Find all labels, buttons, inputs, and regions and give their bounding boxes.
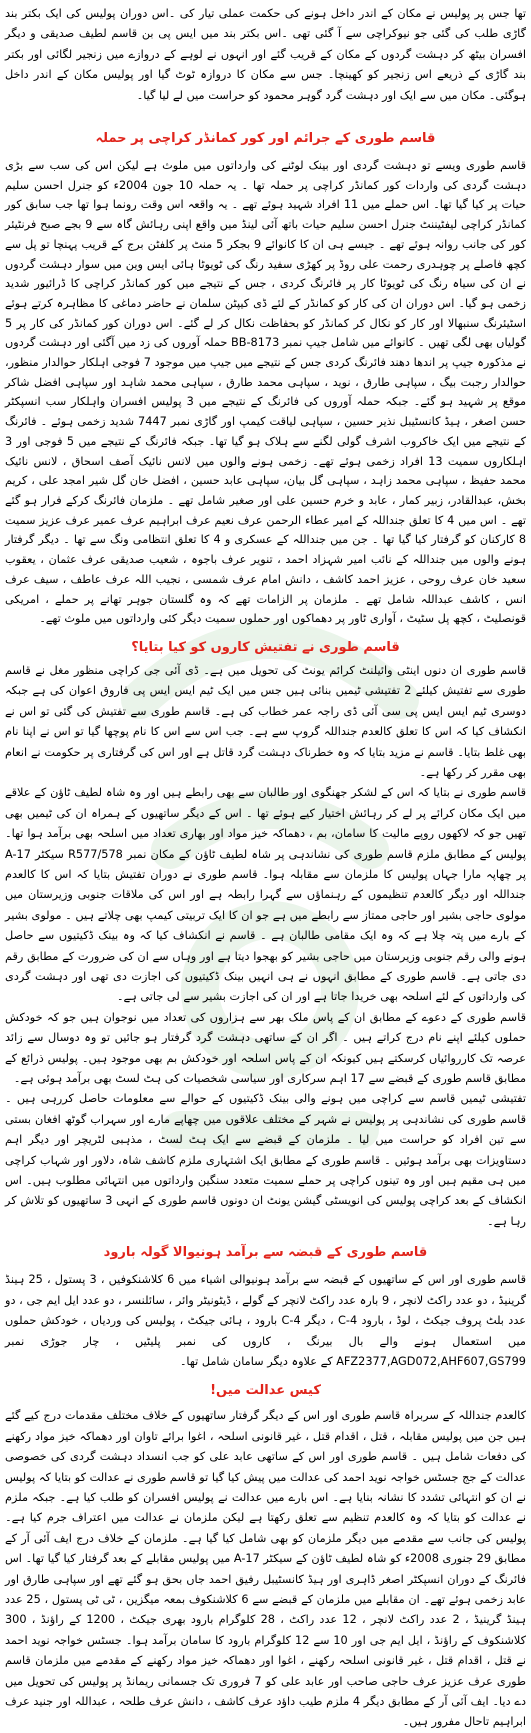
section-paragraph: کالعدم جنداللہ کے سربراہ قاسم طوری اور اس کے دیگر گرفتار ساتھیوں کے خلاف مختلف مقدمات درج کیے گئے ہیں جن میں پولیس مقابلہ ، قتل ، اقدام قتل ، غیر قانونی اسلحہ ، اغوا برائے تاوان اور دھماکہ خیز مواد رکھنے کی دفعات شامل ہیں ۔ قاسم طوری اور اس کے ساتھی عابد علی کو جب انسداد دہشت گردی کی خصوصی عدالت کے جج جسٹس خواجہ نوید احمد کی عدالت میں پیش کیا گیا تو قاسم طوری نے عدالت کو بتایا کہ پولیس نے ان کو انتہائی تشدد کا نشانہ بنایا ہے۔ اس بارے میں عدالت نے پولیس افسران کو طلب کیا ہے۔ جبکہ ملزم نے عدالت کو بتایا کہ وہ کالعدم تنظیم سے تعلق رکھتا ہے لیکن ملزمان نے عدالت میں اعتراف جرم کیا ہے۔ پولیس کی جانب سے مقدمے میں دیگر ملزمان کو بھی شامل کیا گیا ہے۔ ملزمان کے خلاف درج ایف آئی آر کے مطابق 29 جنوری 2008ء کو شاہ لطیف ٹاؤن کے سیکٹر A-17 میں پولیس مقابلے کے بعد گرفتار کیا گیا تھا۔ اس فائرنگ کے دوران انسپکٹر اصغر ڈاہری اور ہیڈ کانسٹیبل رفیق احمد جاں بحق ہو گئے تھے اور سپاہی طارق اور عابد زخمی ہوئے تھے۔ ان مقابلے میں ملزمان کے قبضے سے 6 کلاشنکوف بمعہ میگزین ، ٹی ٹی پستول ، 25 عدد ہینڈ گرینیڈ ، 2 عدد راکٹ لانچر ، 12 عدد راکٹ ، 28 کلوگرام بارود بھری جیکٹ ، 1200 کے راؤنڈ ، 300 کلاشنکوف کے راؤنڈ ، ایل ایم جی اور 10 سے 12 کلوگرام بارود کا سامان برآمد ہوا۔ جسٹس خواجہ نوید احمد نے قتل ، اقدام قتل ، غیر قانونی اسلحہ رکھنے ، اغوا اور دھماکہ خیز مواد رکھنے کے مقدمے میں ملزمان قاسم طوری عرف عزیز عرف حاجی صاحب اور عابد علی کو 7 فروری تک جسمانی ریمانڈ پر پولیس کی تحویل میں دے دیا۔ ایف آئی آر کے مطابق دیگر 4 ملزم طیب داؤد عرف کاشف ، دانش عرف طلحہ ، عبداللہ اور جنید عرف ابراہیم تاحال مفرور ہیں۔ [5,1409,527,1729]
section-paragraph: قاسم طوری ان دنوں اینٹی وائیلنٹ کرائم یونٹ کی تحویل میں ہے۔ ڈی آئی جی کراچی منظور مغل نے قاسم طوری سے تفتیش کیلئے 2 تفتیشی ٹیمیں بنائی ہیں جس میں ایک ٹیم ایس ایس پی فاروق اعوان کی ہے جبکہ دوسری ٹیم ایس ایس پی سی آئی ڈی راجہ عمر خطاب کی ہے۔ قاسم طوری سے تفتیش کی گئی تو اس نے انکشاف کیا کہ اس کا تعلق کالعدم جنداللہ گروپ سے ہے۔ جب اس سے اس کا نام پوچھا گیا تو اس نے اپنا نام بھی غلط بتایا۔ قاسم نے مزید بتایا کہ وہ خطرناک دہشت گرد قاتل ہے اور اس کی گرفتاری پر حکومت نے انعام بھی مقرر کر رکھا ہے۔ [5,663,526,779]
section-paragraph: تفتیشی ٹیمیں قاسم سے کراچی میں ہونے والی بینک ڈکیتیوں کے حوالے سے معلومات حاصل کررہی ہیں ۔ قاسم طوری کی نشاندہی پر پولیس نے شہر کے مختلف علاقوں میں چھاپے مارے اور سہراب گوٹھ افغان بستی سے تین افراد کو حراست میں لیا ۔ ملزمان کے قبضے سے ایک ہٹ لسٹ ، مذہبی لٹریچر اور دیگر اہم دستاویزات بھی برآمد ہوئیں ۔ قاسم طوری کے مطابق ایک اشتہاری ملزم کاشف شاہ، دلاور اور شہاب کراچی میں ہی مقیم ہیں اور وہ تینوں کراچی پر حملے سمیت متعدد سنگین وارداتوں میں انتہائی مطلوب ہیں۔ اس انکشاف کے بعد کراچی پولیس کی انویسٹی گیشن یونٹ ان دونوں قاسم طوری کے انہی 3 ساتھیوں کو تلاش کر رہا ہے۔ [5,1092,527,1228]
intro-paragraph: تھا جس پر پولیس نے مکان کے اندر داخل ہونے کی حکمت عملی تیار کی ۔اس دوران پولیس کی ایک بکتر بند گاڑی طلب کی گئی جو نیوکراچی سے آ گئی تھی ۔اس بکتر بند میں ایس پی بن قاسم لطیف صدیقی و دیگر افسران بیٹھ کر دہشت گردوں کے مکان کے قریب گئے اور انہوں نے لوہے کے دروازے میں زنجیر لگائی اور بکتر بند گاڑی کے ذریعے اس زنجیر کو کھینچا۔ جس سے مکان کا دروازہ ٹوٹ گیا اور پولیس مکان کے اندر داخل ہوگئی۔ مکان میں سے ایک اور دہشت گرد گوہر محمود کو حراست میں لے لیا گیا۔ [5,7,526,102]
section-paragraph: قاسم طوری اور اس کے ساتھیوں کے قبضہ سے برآمد ہونیوالی اشیاء میں 6 کلاشنکوفیں ، 3 پستول ، 25 ہینڈ گرینیڈ ، دو عدد راکٹ لانچر ، 9 بارہ عدد راکٹ لانچر کے گولے ، ڈیٹونیٹر وائر ، سائلنسر ، دو عدد ایل ایم جی ، دو عدد بلٹ پروف جیکٹ ، لوڈ ، بارود C-4 ، دیگر 4-C بارود ، ہائی جیکٹ ، پولیس کی وردیاں ، خودکش حملوں میں استعمال ہونے والے بال بیرنگ ، کاروں کی نمبر پلیٹیں ، چار جوڑی نمبر AFZ2377,AGD072,AHF607,GS799 کے علاوہ دیگر سامان شامل تھا۔ [5,1273,526,1368]
section-paragraph: قاسم طوری ویسے تو دہشت گردی اور بینک لوٹنے کی وارداتوں میں ملوث ہے لیکن اس کی سب سے بڑی دہشت گردی کی واردات کور کمانڈر کراچی پر حملہ تھا ۔ یہ حملہ 10 جون 2004ء کو جنرل احسن سلیم حیات پر کیا گیا تھا۔ اس حملے میں 11 افراد شہید ہوئے تھے ۔ یہ واقعہ اس وقت رونما ہوا تھا جب سابق کور کمانڈر کراچی لیفٹیننٹ جنرل احسن سلیم حیات باتھ آئی لینڈ میں واقع اپنی رہائش گاہ سے 9 بجے صبح فرنٹیئر کور کی جانب روانہ ہوئے تھے ۔ جیسے ہی ان کا کانوائے 9 بجکر 5 منٹ پر کلفٹن برج کے قریب پہنچا تو پل سے کچھ فاصلے پر چوہدری رحمت علی روڈ پر کھڑی سفید رنگ کی ٹویوٹا ہائی ایس وین میں سوار دہشت گردوں نے ان کی سیاہ رنگ کی ٹویوٹا کار پر فائرنگ کردی ، جس کے نتیجے میں کور کمانڈر کراچی کا ڈرائیور شدید زخمی ہو گیا۔ اس دوران ان کی کار کو کمانڈر کے لئے ڈی کیپٹن سلمان نے حاضر دماغی کا مظاہرہ کرتے ہوئے اسٹیئرنگ سنبھالا اور کار کو نکال کر کمانڈر کو بحفاظت نکال کر لے گئے۔ اس دوران کور کمانڈر کی کار پر 5 گولیاں بھی لگی تھیں ۔ کانوائے میں شامل جیپ نمبر BB-8173 حملہ آوروں کی زد میں آگئی اور دہشت گردوں نے مذکورہ جیپ پر اندھا دھند فائرنگ کردی جس کے نتیجے میں جیپ میں موجود 7 فوجی اہلکار حوالدار منظور، حوالدار رجبت بیگ ، سپاہی طارق ، نوید ، سپاہی محمد طارق ، سپاہی محمد شاہد اور سپاہی افضل شاکر موقع پر شہید ہو گئے۔ جبکہ حملہ آوروں کی فائرنگ کے نتیجے میں 3 پولیس افسران واہلکار سب انسپکٹر حسن اصغر ، ہیڈ کانسٹیبل نذیر حسین ، سپاہی لیاقت کیمپ اور گاڑی نمبر 7447 شدید زخمی ہوئے ۔ فائرنگ کے نتیجے میں ایک خاکروب اشرف گولی لگنے سے ہلاک ہو گیا تھا۔ جبکہ فائرنگ کے نتیجے میں 5 فوجی اور 3 اہلکاروں سمیت 13 افراد زخمی ہوئے تھے۔ زخمی ہونے والوں میں لانس نائیک آصف اسحاق ، لانس نائیک محمد حفیظ ، سپاہی محمد زاہد ، سپاہی گل بیان، سپاہی عابد حسین ، افضل خان گل شیر امجد علی ، کریم بخش، عبدالقادر، زبیر کمار ، عابد و خرم حسین علی اور صغیر شامل تھے ۔ ملزمان فائرنگ کرکے فرار ہو گئے تھے ۔ اس میں 4 کا تعلق جنداللہ کے امیر عطاء الرحمن عرف نعیم عرف ابراہیم عرف عمیر عرف عزیز سمیت 8 کارکنان کو گرفتار کیا گیا تھا ۔ جن میں جنداللہ کے عسکری و 4 کا تعلق انتظامی ونگ سے تھا ۔ دیگر گرفتار ہونے والوں میں جنداللہ کے نائب امیر شہزاد احمد ، تنویر عرف باجوہ ، شعیب صدیقی عرف عثمان ، یعقوب سعید خان عرف روحی ، عزیز احمد کاشف ، دانش امام عرف شمسی ، نجیب اللہ عرف عاطف ، سیف عرف انس ، کاشف عبداللہ شامل تھے ۔ ملزمان پر الزامات تھے کہ وہ گلستان جوہر تھانے پر حملے ، امریکی قونصلیٹ ، کچھ پل سٹیٹ ، آواری ٹاور پر دھماکوں اور حملوں سمیت دیگر کئی وارداتوں میں ملوث تھے۔ [5,159,527,626]
section-heading-attack: قاسم طوری کے جرائم اور کور کمانڈر کراچی پر حملہ [95,131,436,147]
section-heading-court-case: کیس عدالت میں! [210,1383,321,1399]
section-paragraph: قاسم طوری کے دعوے کے مطابق ان کے پاس ملک بھر سے ہزاروں کی تعداد میں نوجوان ہیں جو کہ خودکش حملوں کیلئے اپنے نام درج کراتے ہیں ۔ اگر ان کے ساتھی دہشت گرد گرفتار ہو جائیں تو وہ دوسال سے زائد عرصہ تک کارروائیاں کرسکتے ہیں کیونکہ ان کے پاس اسلحہ اور خودکش بم بھی موجود ہیں۔ پولیس ذرائع کے مطابق قاسم طوری کے قبضے سے 17 اہم سرکاری اور سیاسی شخصیات کی ہٹ لسٹ بھی برآمد ہوئی ہے۔ [5,1010,526,1086]
section-paragraph: قاسم طوری نے بتایا کہ اس کے لشکر جھنگوی اور طالبان سے بھی رابطے ہیں اور وہ شاہ لطیف ٹاؤن کے علاقے میں ایک مکان کرائے پر لے کر رہائش اختیار کیے ہوئے تھا ۔ اس کے دیگر ساتھیوں کے ہمراہ ان کی ٹیمیں بھی تھیں جو کہ لاکھوں روپے مالیت کا سامان، بم ، دھماکہ خیز مواد اور بھاری تعداد میں اسلحہ بھی برآمد ہوا تھا۔ پولیس کے مطابق ملزم قاسم طوری کی نشاندہی پر شاہ لطیف ٹاؤن کے مکان نمبر R577/578 سیکٹر A-17 پر چھاپہ مارا جہاں پولیس کا ملزمان سے مقابلہ ہوا۔ قاسم طوری نے دوران تفتیش بتایا کہ اس کا کالعدم جنداللہ اور دیگر کالعدم تنظیموں کے رہنماؤں سے گہرا رابطہ ہے اور اس کی ملاقات جنوبی وزیرستان میں مولوی حاجی بشیر اور حاجی ممتاز سے رابطے میں ہے جو ان کا ایک تربیتی کیمپ بھی چلاتے ہیں ۔ مولوی بشیر کے بارے میں پتہ چلا ہے کہ وہ ایک مقامی طالبان ہے ۔ قاسم نے انکشاف کیا کہ وہ بینک ڈکیتیوں سے حاصل ہونے والی رقم جنوبی وزیرستان میں حاجی بشیر کو بھجوا دیتا ہے اور وہاں سے ان کی ضرورت کے مطابق رقم دی جاتی ہے۔ قاسم طوری کے مطابق انہوں نے ہی انہیں بینک ڈکیتیوں کی اجازت دی تھی اور دہشت گردی کی وارداتوں کے لئے اسلحہ بھی خریدا جاتا ہے اور ان کی اجازت بشیر سے لی جاتی ہے۔ [5,786,527,1004]
section-heading-ammunition: قاسم طوری کے قبضہ سے برآمد ہونیوالا گولہ بارود [103,1245,428,1261]
section-heading-interrogation: قاسم طوری نے تفتیش کاروں کو کیا بتایا؟ [131,639,400,655]
